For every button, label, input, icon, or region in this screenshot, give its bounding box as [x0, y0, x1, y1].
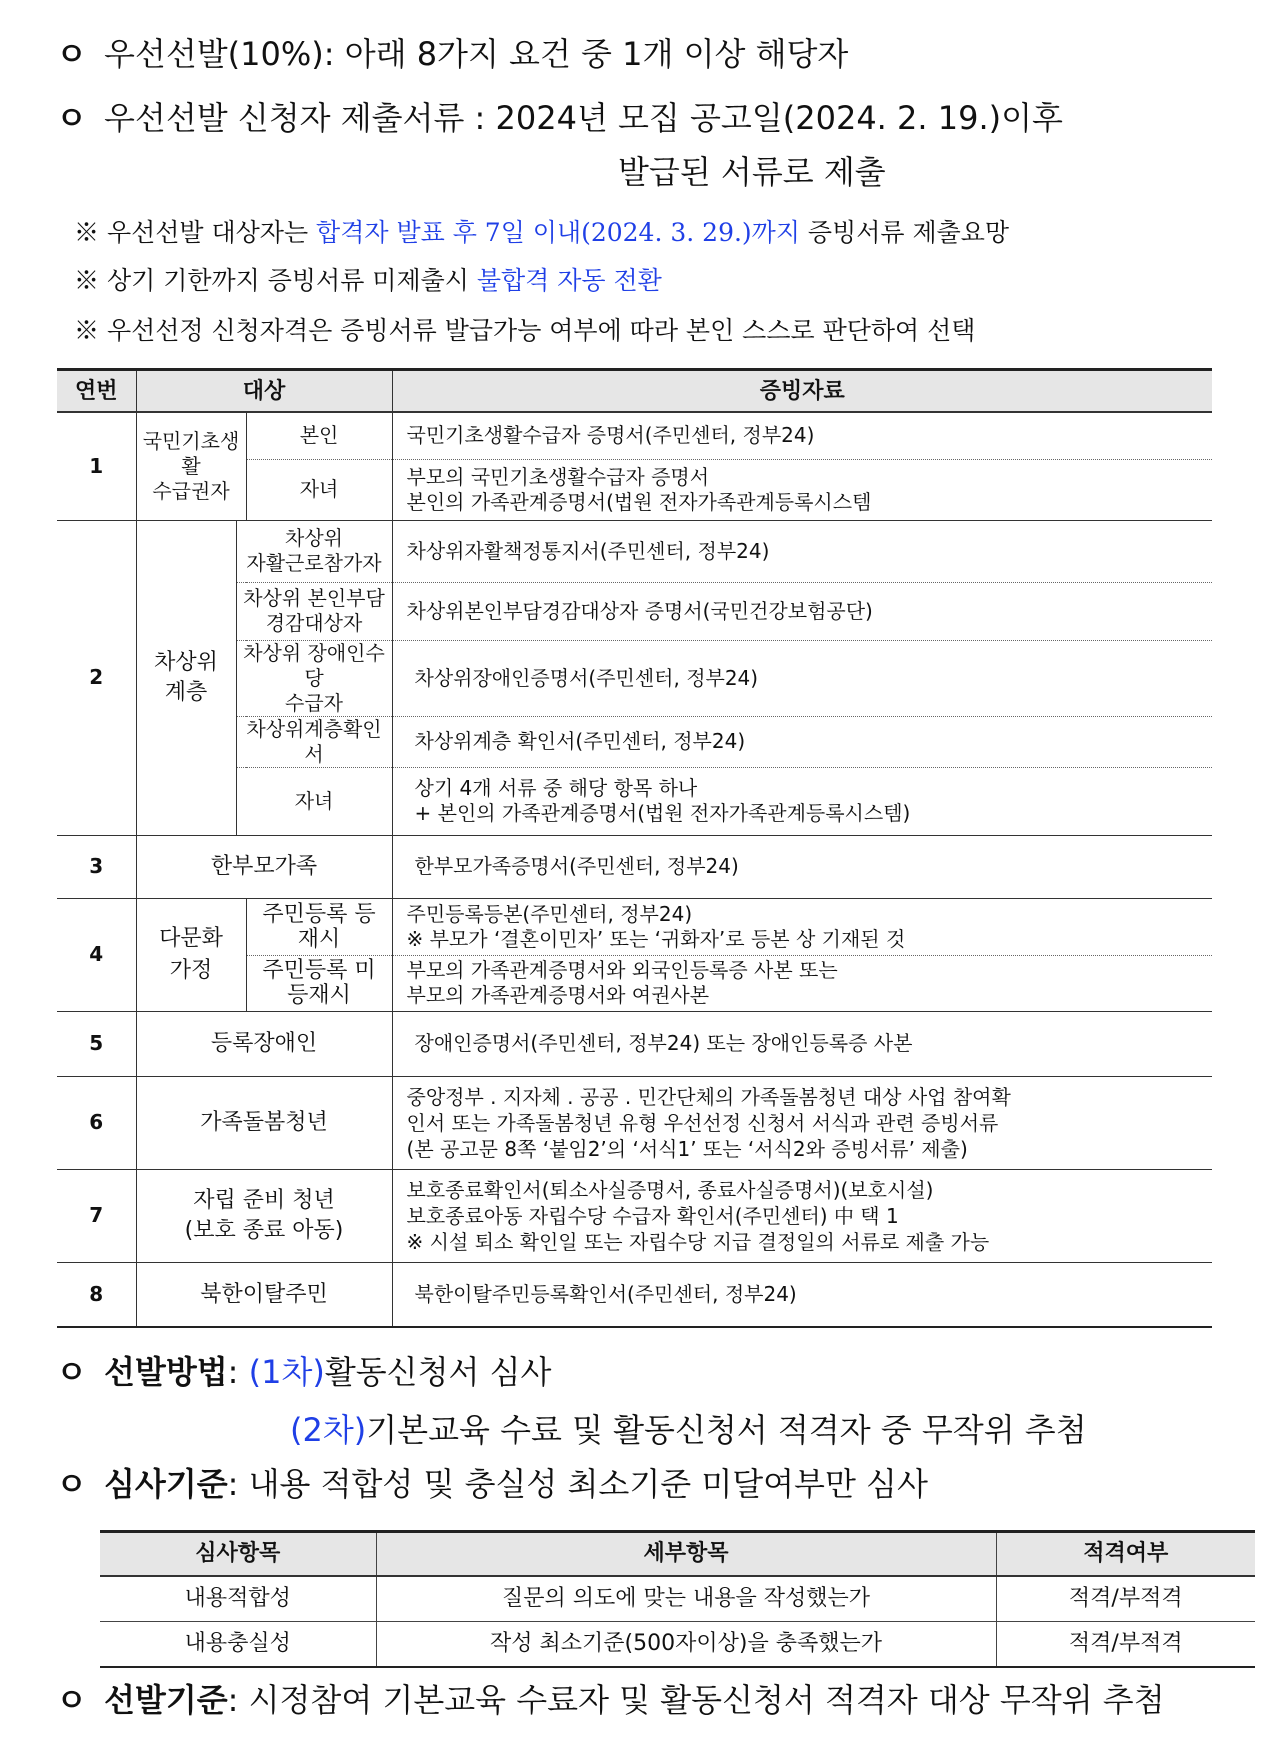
- row-evidence: 차상위장애인증명서(주민센터, 정부24): [392, 640, 1212, 716]
- bullet-selection-method: ㅇ 선발방법: (1차)활동신청서 심사: [56, 1350, 551, 1394]
- bullet-mark: ㅇ: [56, 1465, 87, 1503]
- row-target: 자립 준비 청년 (보호 종료 아동): [136, 1169, 392, 1262]
- table-row: [57, 1262, 1212, 1327]
- row-target: 북한이탈주민: [136, 1262, 392, 1327]
- note-self-judgement: ※ 우선선정 신청자격은 증빙서류 발급가능 여부에 따라 본인 스스로 판단하여 선택: [74, 316, 976, 345]
- row-evidence: 국민기초생활수급자 증명서(주민센터, 정부24): [392, 412, 1212, 459]
- method-stage1-tag: (1차): [248, 1353, 325, 1391]
- row-target: 등록장애인: [136, 1011, 392, 1076]
- row-subtarget: 차상위계층확인서: [236, 716, 392, 767]
- row-target: 한부모가족: [136, 835, 392, 898]
- row-evidence: 중앙정부 . 지자체 . 공공 . 민간단체의 가족돌봄청년 대상 사업 참여확 인서 또는 가족돌봄청년 유형 우선선정 신청서 서식과 관련 증빙서류 (본 공고문 8쪽 ‘붙임2’의 ‘서식1’ 또는 ‘서식2와 증빙서류’ 제출): [392, 1076, 1212, 1169]
- col-header-evidence: 증빙자료: [392, 370, 1212, 413]
- col-header-num: 연번: [57, 370, 136, 413]
- table-row: [57, 835, 1212, 898]
- row-target: 다문화 가정: [136, 898, 246, 1011]
- selection-text: : 시정참여 기본교육 수료자 및 활동신청서 적격자 대상 무작위 추첨: [227, 1681, 1165, 1719]
- row-evidence: 차상위본인부담경감대상자 증명서(국민건강보험공단): [392, 582, 1212, 640]
- row-evidence: 부모의 가족관계증명서와 외국인등록증 사본 또는 부모의 가족관계증명서와 여권사본: [392, 955, 1212, 1011]
- eligibility-table: [57, 368, 1212, 1328]
- bullet-priority-selection: [56, 32, 848, 76]
- table-row: [100, 1622, 1255, 1668]
- selection-heading: 선발기준: [104, 1681, 228, 1719]
- row-evidence: 한부모가족증명서(주민센터, 정부24): [392, 835, 1212, 898]
- col-header-detail: 세부항목: [376, 1532, 996, 1577]
- row-subtarget: 본인: [246, 412, 392, 459]
- row-number: 1: [57, 412, 136, 520]
- bullet-mark: ㅇ: [56, 1681, 87, 1719]
- row-number: 2: [57, 520, 136, 835]
- table-row: [57, 520, 1212, 582]
- row-target: 국민기초생활 수급권자: [136, 412, 246, 520]
- row-evidence: 차상위계층 확인서(주민센터, 정부24): [392, 716, 1212, 767]
- criteria-detail: 작성 최소기준(500자이상)을 충족했는가: [376, 1622, 996, 1668]
- row-number: 5: [57, 1011, 136, 1076]
- criteria-text: : 내용 적합성 및 충실성 최소기준 미달여부만 심사: [227, 1465, 928, 1503]
- row-evidence: 상기 4개 서류 중 해당 항목 하나 + 본인의 가족관계증명서(법원 전자가족관계등록시스템): [392, 767, 1212, 835]
- bullet-documents-continued: 발급된 서류로 제출: [618, 153, 886, 191]
- row-number: 3: [57, 835, 136, 898]
- row-evidence: 북한이탈주민등록확인서(주민센터, 정부24): [392, 1262, 1212, 1327]
- note-auto-fail: ※ 상기 기한까지 증빙서류 미제출시 불합격 자동 전환: [74, 266, 662, 295]
- method-stage2-text: 기본교육 수료 및 활동신청서 적격자 중 무작위 추첨: [366, 1411, 1087, 1449]
- row-evidence: 부모의 국민기초생활수급자 증명서 본인의 가족관계증명서(법원 전자가족관계등록시스템: [392, 459, 1212, 520]
- row-subtarget: 자녀: [246, 459, 392, 520]
- bullet-mark: ㅇ: [56, 1353, 87, 1391]
- col-header-target: 대상: [136, 370, 392, 413]
- row-target: 가족돌봄청년: [136, 1076, 392, 1169]
- table-row: [57, 1169, 1212, 1262]
- col-header-result: 적격여부: [996, 1532, 1255, 1577]
- row-subtarget: 차상위 자활근로참가자: [236, 520, 392, 582]
- bullet-text: 우선선발 신청자 제출서류 : 2024년 모집 공고일(2024. 2. 19.)이후: [104, 99, 1063, 137]
- table-row: [57, 1011, 1212, 1076]
- row-subtarget: 차상위 장애인수당 수급자: [236, 640, 392, 716]
- bullet-mark: ㅇ: [56, 35, 87, 73]
- method-stage1-text: 활동신청서 심사: [324, 1353, 552, 1391]
- bullet-documents: [56, 96, 1063, 140]
- bullet-selection-standard: [56, 1678, 1165, 1722]
- note-auto-fail-highlight: 불합격 자동 전환: [476, 266, 662, 295]
- criteria-result: 적격/부적격: [996, 1622, 1255, 1668]
- row-evidence: 보호종료확인서(퇴소사실증명서, 종료사실증명서)(보호시설) 보호종료아동 자립수당 수급자 확인서(주민센터) 中 택 1 ※ 시설 퇴소 확인일 또는 자립수당 지급 결정일의 서류로 제출 가능: [392, 1169, 1212, 1262]
- row-subtarget: 주민등록 미등재시: [246, 955, 392, 1011]
- col-header-item: 심사항목: [100, 1532, 376, 1577]
- row-target: 차상위 계층: [136, 520, 236, 835]
- row-evidence: 장애인증명서(주민센터, 정부24) 또는 장애인등록증 사본: [392, 1011, 1212, 1076]
- criteria-item: 내용충실성: [100, 1622, 376, 1668]
- row-number: 4: [57, 898, 136, 1011]
- row-subtarget: 자녀: [236, 767, 392, 835]
- note-deadline-highlight: 합격자 발표 후 7일 이내(2024. 3. 29.)까지: [316, 218, 800, 247]
- table-row: [100, 1576, 1255, 1622]
- method-stage2: [290, 1408, 1087, 1452]
- row-number: 6: [57, 1076, 136, 1169]
- table-row: [57, 412, 1212, 459]
- row-subtarget: 차상위 본인부담 경감대상자: [236, 582, 392, 640]
- table-row: [57, 898, 1212, 955]
- criteria-item: 내용적합성: [100, 1576, 376, 1622]
- criteria-heading: 심사기준: [104, 1465, 228, 1503]
- criteria-result: 적격/부적격: [996, 1576, 1255, 1622]
- row-evidence: 차상위자활책정통지서(주민센터, 정부24): [392, 520, 1212, 582]
- table-row: [57, 1076, 1212, 1169]
- note-deadline: ※ 우선선발 대상자는 합격자 발표 후 7일 이내(2024. 3. 29.)까지 증빙서류 제출요망: [74, 218, 1010, 247]
- row-evidence: 주민등록등본(주민센터, 정부24) ※ 부모가 ‘결혼이민자’ 또는 ‘귀화자’로 등본 상 기재된 것: [392, 898, 1212, 955]
- criteria-detail: 질문의 의도에 맞는 내용을 작성했는가: [376, 1576, 996, 1622]
- row-subtarget: 주민등록 등재시: [246, 898, 392, 955]
- bullet-text: 우선선발(10%): 아래 8가지 요건 중 1개 이상 해당자: [104, 35, 849, 73]
- method-stage2-tag: (2차): [290, 1411, 367, 1449]
- row-number: 8: [57, 1262, 136, 1327]
- bullet-mark: ㅇ: [56, 99, 87, 137]
- bullet-screening-criteria: [56, 1462, 928, 1506]
- row-number: 7: [57, 1169, 136, 1262]
- screening-table: [100, 1530, 1255, 1668]
- method-heading: 선발방법: [104, 1353, 228, 1391]
